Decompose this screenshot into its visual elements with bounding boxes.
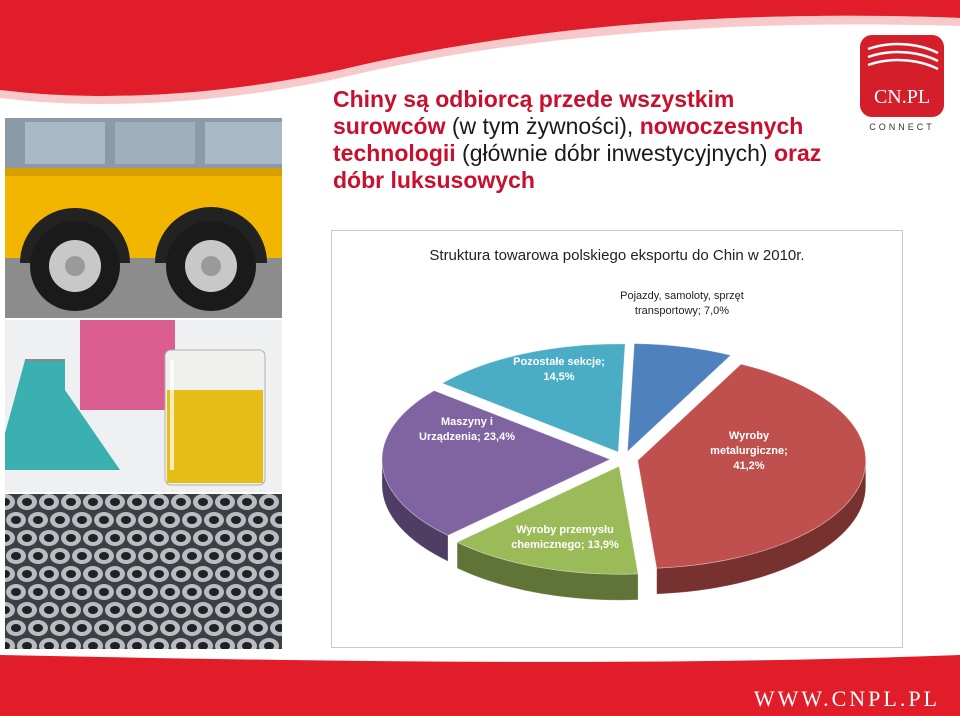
heading-part-raw-materials: Chiny są odbiorcą przede wszystkim surowców <box>333 86 735 139</box>
chart-title: Struktura towarowa polskiego eksportu do Chin w 2010r. <box>429 247 805 264</box>
logo-name: CN.PL <box>873 86 931 108</box>
heading-part-technologies: nowoczesnych technologii <box>333 113 804 166</box>
label-machinery: Maszyny i Urządzenia; 23,4% <box>419 416 515 443</box>
footer-website-link[interactable]: WWW.CNPL.PL <box>753 686 940 711</box>
photo-metal-nuts <box>5 494 282 649</box>
label-transport: Pojazdy, samoloty, sprzęt transportowy; 7,0% <box>620 290 744 317</box>
heading-part-luxury: oraz dóbr luksusowych <box>333 140 822 193</box>
cnpl-logo <box>860 35 944 133</box>
photo-lab-glassware <box>5 320 282 492</box>
logo-subtitle: CONNECT <box>869 122 935 132</box>
heading-part-investment-goods: (głównie dóbr inwestycyjnych) <box>455 140 774 166</box>
photo-bus <box>5 118 282 318</box>
logo-swoosh-icon <box>860 35 944 85</box>
label-chemical: Wyroby przemysłu chemicznego; 13,9% <box>511 524 619 551</box>
page-heading <box>333 86 853 194</box>
label-metallurgy: Wyroby metalurgiczne; 41,2% <box>710 430 788 472</box>
export-structure-chart <box>331 230 903 648</box>
label-other: Pozostałe sekcje; 14,5% <box>513 356 605 383</box>
logo-mark <box>860 35 944 117</box>
heading-part-food: (w tym żywności), <box>445 113 640 139</box>
